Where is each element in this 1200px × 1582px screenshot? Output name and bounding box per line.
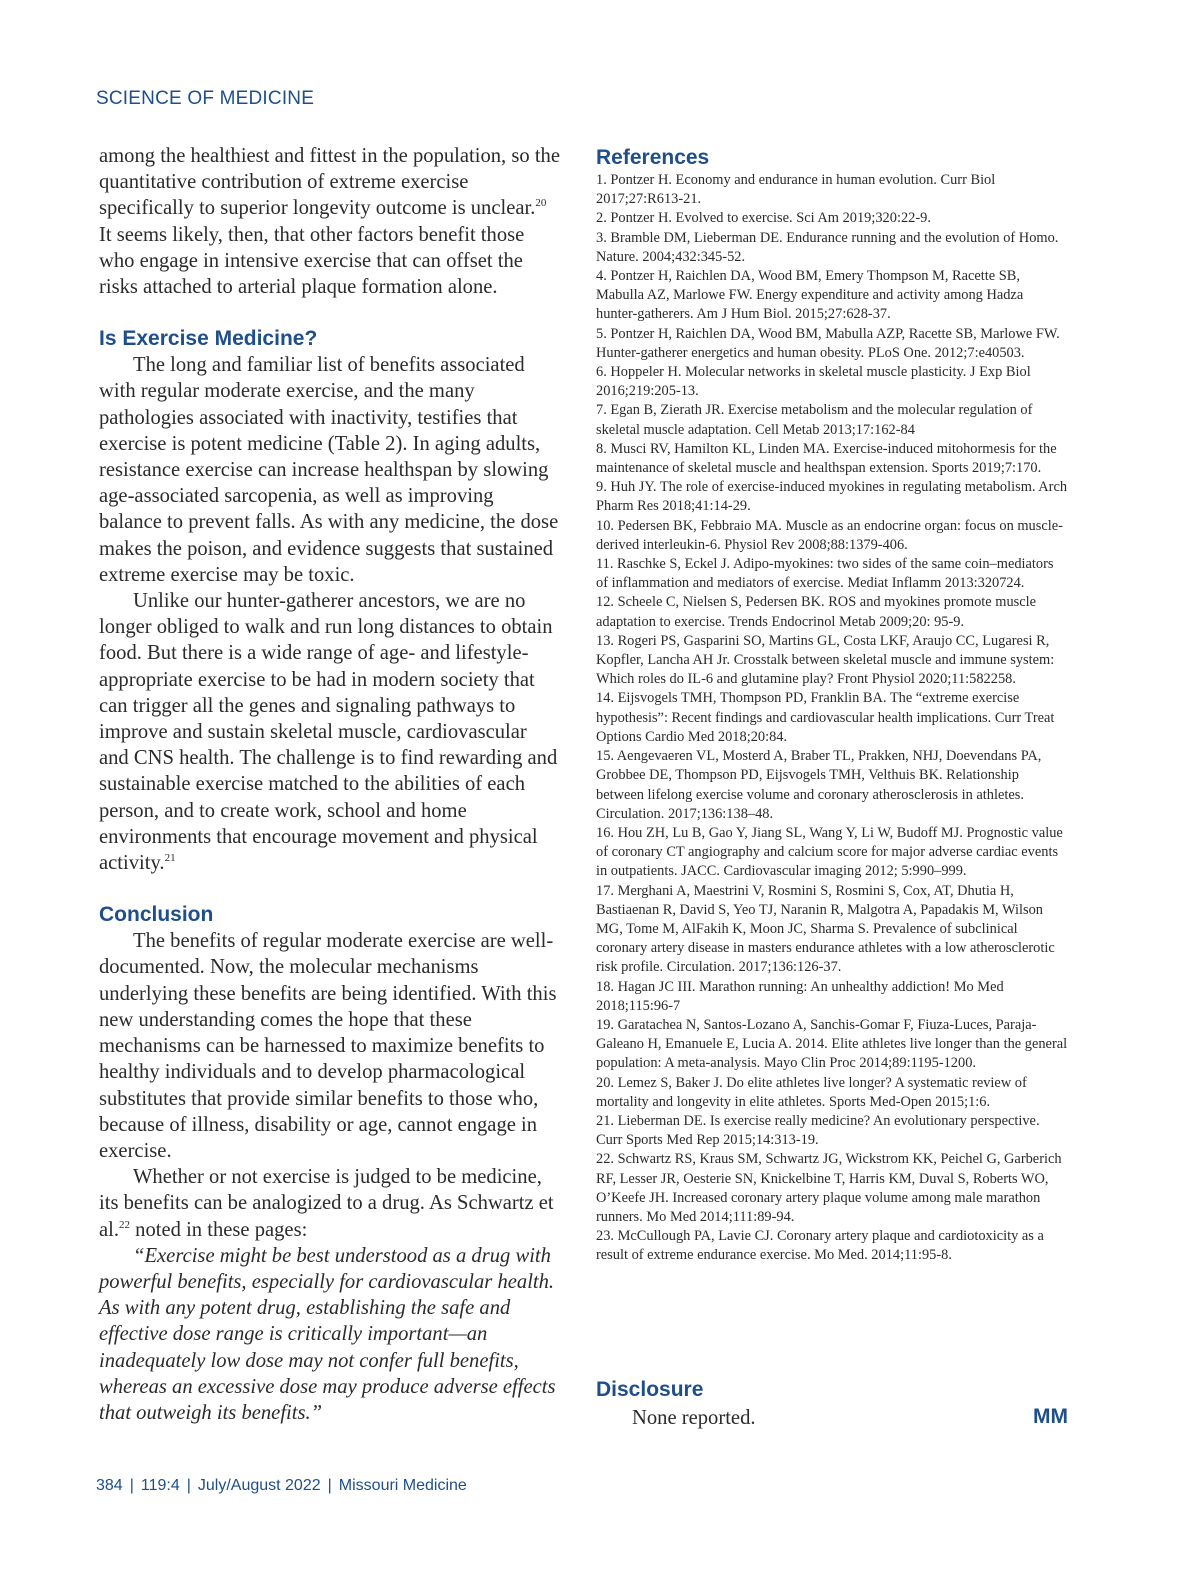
reference-item: 2. Pontzer H. Evolved to exercise. Sci Am 2019;320:22-9. xyxy=(596,210,931,227)
end-mark: MM xyxy=(1033,1405,1068,1428)
reference-item: 17. Merghani A, Maestrini V, Rosmini S, Rosmini S, Cox, AT, Dhutia H, Bastiaenan R, David S, Yeo TJ, Naranin R, Malgotra A, Papadakis M, Wilson MG, Tome M, AlFakih K, Moon JC, Sharma S. Prevalence of subclinical coronary artery disease in masters endurance athletes with a low atherosclerotic risk profile. Circulation. 2017;136:126-37. xyxy=(596,882,1055,976)
journal-name: Missouri Medicine xyxy=(338,1477,467,1494)
reference-item: 16. Hou ZH, Lu B, Gao Y, Jiang SL, Wang Y, Li W, Budoff MJ. Prognostic value of coronary CT angiography and calcium score for major adverse cardiac events in outpatients. JACC. Cardiovascular imaging 2012; 5:990–999. xyxy=(596,824,1063,880)
reference-item: 6. Hoppeler H. Molecular networks in skeletal muscle plasticity. J Exp Biol 2016;219:205-13. xyxy=(596,364,1031,400)
reference-item: 13. Rogeri PS, Gasparini SO, Martins GL, Costa LKF, Araujo CC, Lugaresi R, Kopfler, Lancha AH Jr. Crosstalk between skeletal muscle and immune system: Which roles do IL-6 and glutamine play? Front Physiol 2020;11:582258. xyxy=(596,632,1055,688)
disclosure-section xyxy=(596,1377,1068,1431)
reference-item: 22. Schwartz RS, Kraus SM, Schwartz JG, Wickstrom KK, Peichel G, Garberich RF, Lesser JR, Oesterie SN, Knickelbine T, Harris KM, Duval S, Roberts WO, O’Keefe JH. Increased coronary artery plaque volume among male marathon runners. Mo Med 2014;111:89-94. xyxy=(596,1151,1062,1225)
left-column xyxy=(99,143,561,1426)
reference-item: 20. Lemez S, Baker J. Do elite athletes live longer? A systematic review of mortality and longevity in elite athletes. Sports Med-Open 2015;1:6. xyxy=(596,1074,1027,1110)
reference-item: 18. Hagan JC III. Marathon running: An unhealthy addiction! Mo Med 2018;115:96-7 xyxy=(596,978,1004,1014)
reference-item: 3. Bramble DM, Lieberman DE. Endurance running and the evolution of Homo. Nature. 2004;432:345-52. xyxy=(596,229,1059,265)
reference-item: 5. Pontzer H, Raichlen DA, Wood BM, Mabulla AZP, Racette SB, Marlowe FW. Hunter-gatherer energetics and human obesity. PLoS One. 2012;7:e40503. xyxy=(596,325,1060,361)
reference-item: 12. Scheele C, Nielsen S, Pedersen BK. ROS and myokines promote muscle adaptation to exercise. Trends Endocrinol Metab 2009;20: 95-9. xyxy=(596,594,1037,630)
issue-date: July/August 2022 xyxy=(197,1477,321,1494)
disclosure-text: None reported. xyxy=(632,1407,756,1429)
heading-disclosure: Disclosure xyxy=(596,1378,704,1401)
page-number: 384 xyxy=(96,1477,123,1494)
reference-list xyxy=(596,171,1068,1266)
reference-item: 1. Pontzer H. Economy and endurance in human evolution. Curr Biol 2017;27:R613-21. xyxy=(596,172,996,208)
heading-references: References xyxy=(596,146,710,169)
reference-item: 8. Musci RV, Hamilton KL, Linden MA. Exercise-induced mitohormesis for the maintenance of skeletal muscle and healthspan extension. Sports 2019;7:170. xyxy=(596,440,1057,477)
reference-item: 10. Pedersen BK, Febbraio MA. Muscle as an endocrine organ: focus on muscle-derived interleukin-6. Physiol Rev 2008;88:1379-406. xyxy=(596,517,1063,553)
reference-item: 15. Aengevaeren VL, Mosterd A, Braber TL, Prakken, NHJ, Doevendans PA, Grobbee DE, Thompson PD, Eijsvogels TMH, Velthuis BK. Relationship between lifelong exercise volume and coronary atherosclerosis in athletes. Circulation. 2017;136:138–48. xyxy=(596,748,1042,822)
heading-conclusion: Conclusion xyxy=(99,903,214,927)
paragraph-3: The benefits of regular moderate exercise are well-documented. Now, the molecular mechanisms underlying these benefits are being identified. With this new understanding comes the hope that these mechanisms can be harnessed to maximize benefits to healthy individuals and to develop pharmacological substitutes that provide similar benefits to those who, because of illness, disability or age, cannot engage in exercise. xyxy=(99,930,557,1162)
issue-number: 119:4 xyxy=(140,1477,180,1494)
reference-item: 11. Raschke S, Eckel J. Adipo-myokines: two sides of the same coin–mediators of inflammation and mediators of exercise. Mediat Inflamm 2013:320724. xyxy=(596,556,1054,592)
reference-item: 7. Egan B, Zierath JR. Exercise metabolism and the molecular regulation of skeletal muscle adaptation. Cell Metab 2013;17:162-84 xyxy=(596,402,1033,438)
paragraph-4: Whether or not exercise is judged to be medicine, its benefits can be analogized to a drug. As Schwartz et al.$^{22}$ noted in these pages: xyxy=(99,1166,554,1241)
running-head: SCIENCE OF MEDICINE xyxy=(96,88,315,109)
heading-is-exercise-medicine: Is Exercise Medicine? xyxy=(99,327,318,351)
reference-item: 23. McCullough PA, Lavie CJ. Coronary artery plaque and cardiotoxicity as a result of extreme endurance exercise. Mo Med. 2014;11:95-8. xyxy=(596,1228,1044,1264)
references-column xyxy=(596,145,1068,1266)
reference-item: 9. Huh JY. The role of exercise-induced myokines in regulating metabolism. Arch Pharm Res 2018;41:14-29. xyxy=(596,479,1068,515)
page-footer: 384 | 119:4 | July/August 2022 | Missouri Medicine xyxy=(96,1477,467,1494)
paragraph-1: The long and familiar list of benefits associated with regular moderate exercise, and the many pathologies associated with inactivity, testifies that exercise is potent medicine (Table 2). In aging adults, resistance exercise can increase healthspan by slowing age-associated sarcopenia, as well as improving balance to prevent falls. As with any medicine, the dose makes the poison, and evidence suggests that sustained extreme exercise may be toxic. xyxy=(99,354,559,586)
reference-item: 19. Garatachea N, Santos-Lozano A, Sanchis-Gomar F, Fiuza-Luces, Paraja-Galeano H, Emanuele E, Lucia A. 2014. Elite athletes live longer than the general population: A meta-analysis. Mayo Clin Proc 2014;89:1195-1200. xyxy=(596,1016,1068,1072)
intro-paragraph: among the healthiest and fittest in the population, so the quantitative contribution of extreme exercise specifically to superior longevity outcome is unclear.$^{20}$ It seems likely, then, that other factors benefit those who engage in intensive exercise that can offset the risks attached to arterial plaque formation alone. xyxy=(99,145,560,299)
reference-item: 14. Eijsvogels TMH, Thompson PD, Franklin BA. The “extreme exercise hypothesis”: Recent findings and cardiovascular health implications. Curr Treat Options Cardio Med 2018;20:84. xyxy=(596,690,1055,745)
citation-22: 22 xyxy=(119,1218,131,1231)
reference-item: 4. Pontzer H, Raichlen DA, Wood BM, Emery Thompson M, Racette SB, Mabulla AZ, Marlowe FW. Energy expenditure and activity among Hadza hunter-gatherers. Am J Hum Biol. 2015;27:628-37. xyxy=(596,268,1024,323)
quote-block: “Exercise might be best understood as a drug with powerful benefits, especially for cardiovascular health. As with any potent drug, establishing the safe and effective dose range is critically important—an inadequately low dose may not confer full benefits, whereas an excessive dose may produce adverse effects that outweigh its benefits.” xyxy=(99,1244,556,1424)
citation-21: 21 xyxy=(164,852,176,865)
paragraph-2: Unlike our hunter-gatherer ancestors, we are no longer obliged to walk and run long distances to obtain food. But there is a wide range of age- and lifestyle-appropriate exercise to be had in modern society that can trigger all the genes and signaling pathways to improve and sustain skeletal muscle, cardiovascular and CNS health. The challenge is to find rewarding and sustainable exercise matched to the abilities of each person, and to create work, school and home environments that encourage movement and physical activity.$^{21}$ xyxy=(99,590,558,875)
reference-item: 21. Lieberman DE. Is exercise really medicine? An evolutionary perspective. Curr Sports Med Rep 2015;14:313-19. xyxy=(596,1112,1040,1149)
citation-20: 20 xyxy=(535,197,547,210)
